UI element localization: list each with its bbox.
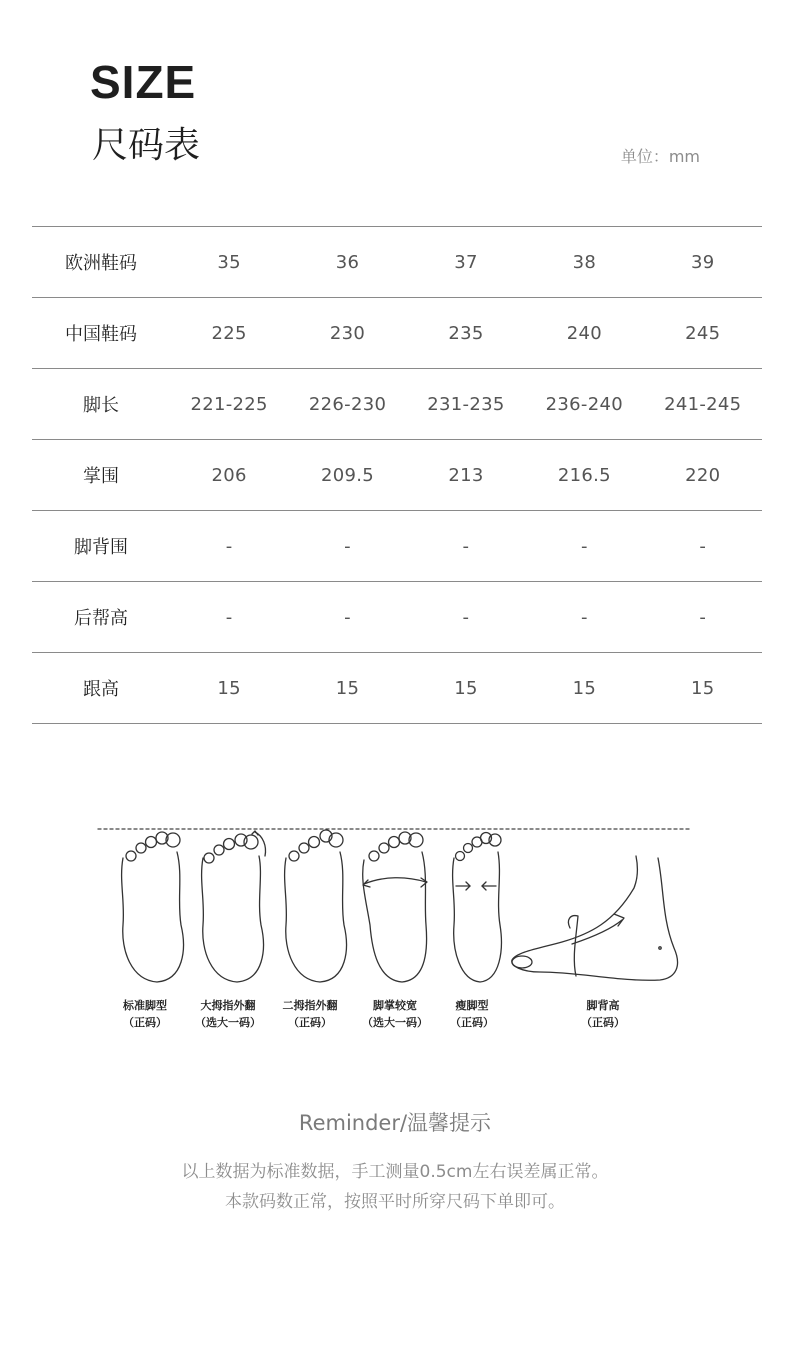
table-cell: 209.5 <box>321 464 375 486</box>
table-cell: 36 <box>335 251 360 273</box>
size-table <box>32 226 762 724</box>
table-cell: 206 <box>211 464 247 486</box>
page-title-en: SIZE <box>90 56 197 108</box>
slim-foot-icon <box>453 833 502 983</box>
table-row <box>32 440 762 511</box>
table-cell: 225 <box>211 322 247 344</box>
row-label: 脚长 <box>82 395 119 416</box>
row-label: 掌围 <box>82 466 119 487</box>
reminder-line-2: 本款码数正常，按照平时所穿尺码下单即可。 <box>225 1192 565 1212</box>
table-cell: 231-235 <box>427 393 505 415</box>
table-cell: 240 <box>566 322 602 344</box>
table-cell: - <box>580 606 588 628</box>
table-cell: - <box>225 535 233 557</box>
table-row <box>32 511 762 582</box>
table-cell: 221-225 <box>190 393 268 415</box>
reminder-line-1: 以上数据为标准数据，手工测量0.5cm左右误差属正常。 <box>181 1162 609 1182</box>
foot-label-big-toe-valgus: 大拇指外翻 （选大一码） <box>195 999 261 1029</box>
unit-label: 单位：mm <box>620 147 700 166</box>
table-cell: 241-245 <box>664 393 742 415</box>
foot-label-slim: 瘦脚型 （正码） <box>450 999 494 1029</box>
table-cell: 213 <box>448 464 484 486</box>
table-cell: 245 <box>685 322 721 344</box>
table-cell: 235 <box>448 322 484 344</box>
table-cell: - <box>344 606 351 628</box>
table-cell: 15 <box>454 677 478 699</box>
table-cell: - <box>225 606 233 628</box>
table-cell: 15 <box>217 677 241 699</box>
table-cell: 37 <box>454 251 478 273</box>
table-cell: 38 <box>572 251 597 273</box>
table-row <box>32 227 762 298</box>
table-cell: 230 <box>329 322 366 344</box>
second-toe-valgus-foot-icon <box>285 830 347 982</box>
page-title-cn: 尺码表 <box>92 125 201 166</box>
table-row <box>32 582 762 653</box>
row-label: 中国鞋码 <box>64 324 137 345</box>
table-cell: 226-230 <box>308 393 387 415</box>
table-cell: 15 <box>572 677 597 699</box>
table-row <box>32 653 762 724</box>
foot-label-wide-forefoot: 脚掌较宽 （选大一码） <box>362 999 428 1029</box>
table-cell: - <box>462 535 470 557</box>
table-cell: - <box>699 535 707 557</box>
table-cell: 39 <box>691 251 715 273</box>
foot-label-second-toe-valgus: 二拇指外翻 （正码） <box>282 999 338 1029</box>
row-label: 后帮高 <box>73 608 128 629</box>
table-cell: - <box>699 606 707 628</box>
table-cell: 15 <box>335 677 360 699</box>
standard-foot-icon <box>122 832 184 982</box>
reminder-title: Reminder/温馨提示 <box>298 1111 492 1135</box>
foot-label-high-instep: 脚背高 （正码） <box>581 999 625 1029</box>
foot-label-standard: 标准脚型 （正码） <box>123 999 167 1029</box>
table-cell: 236-240 <box>545 393 623 415</box>
wide-forefoot-foot-icon <box>363 832 427 982</box>
table-cell: 220 <box>685 464 721 486</box>
table-row <box>32 298 762 369</box>
row-label: 欧洲鞋码 <box>64 253 137 274</box>
table-cell: - <box>462 606 470 628</box>
high-instep-foot-icon <box>512 856 678 980</box>
table-cell: 15 <box>691 677 715 699</box>
table-cell: 35 <box>217 251 241 273</box>
row-label: 脚背围 <box>73 537 128 558</box>
table-cell: - <box>580 535 588 557</box>
table-cell: - <box>344 535 351 557</box>
big-toe-valgus-foot-icon <box>202 831 266 982</box>
table-cell: 216.5 <box>557 464 611 486</box>
row-label: 跟高 <box>82 679 119 700</box>
table-row <box>32 369 762 440</box>
